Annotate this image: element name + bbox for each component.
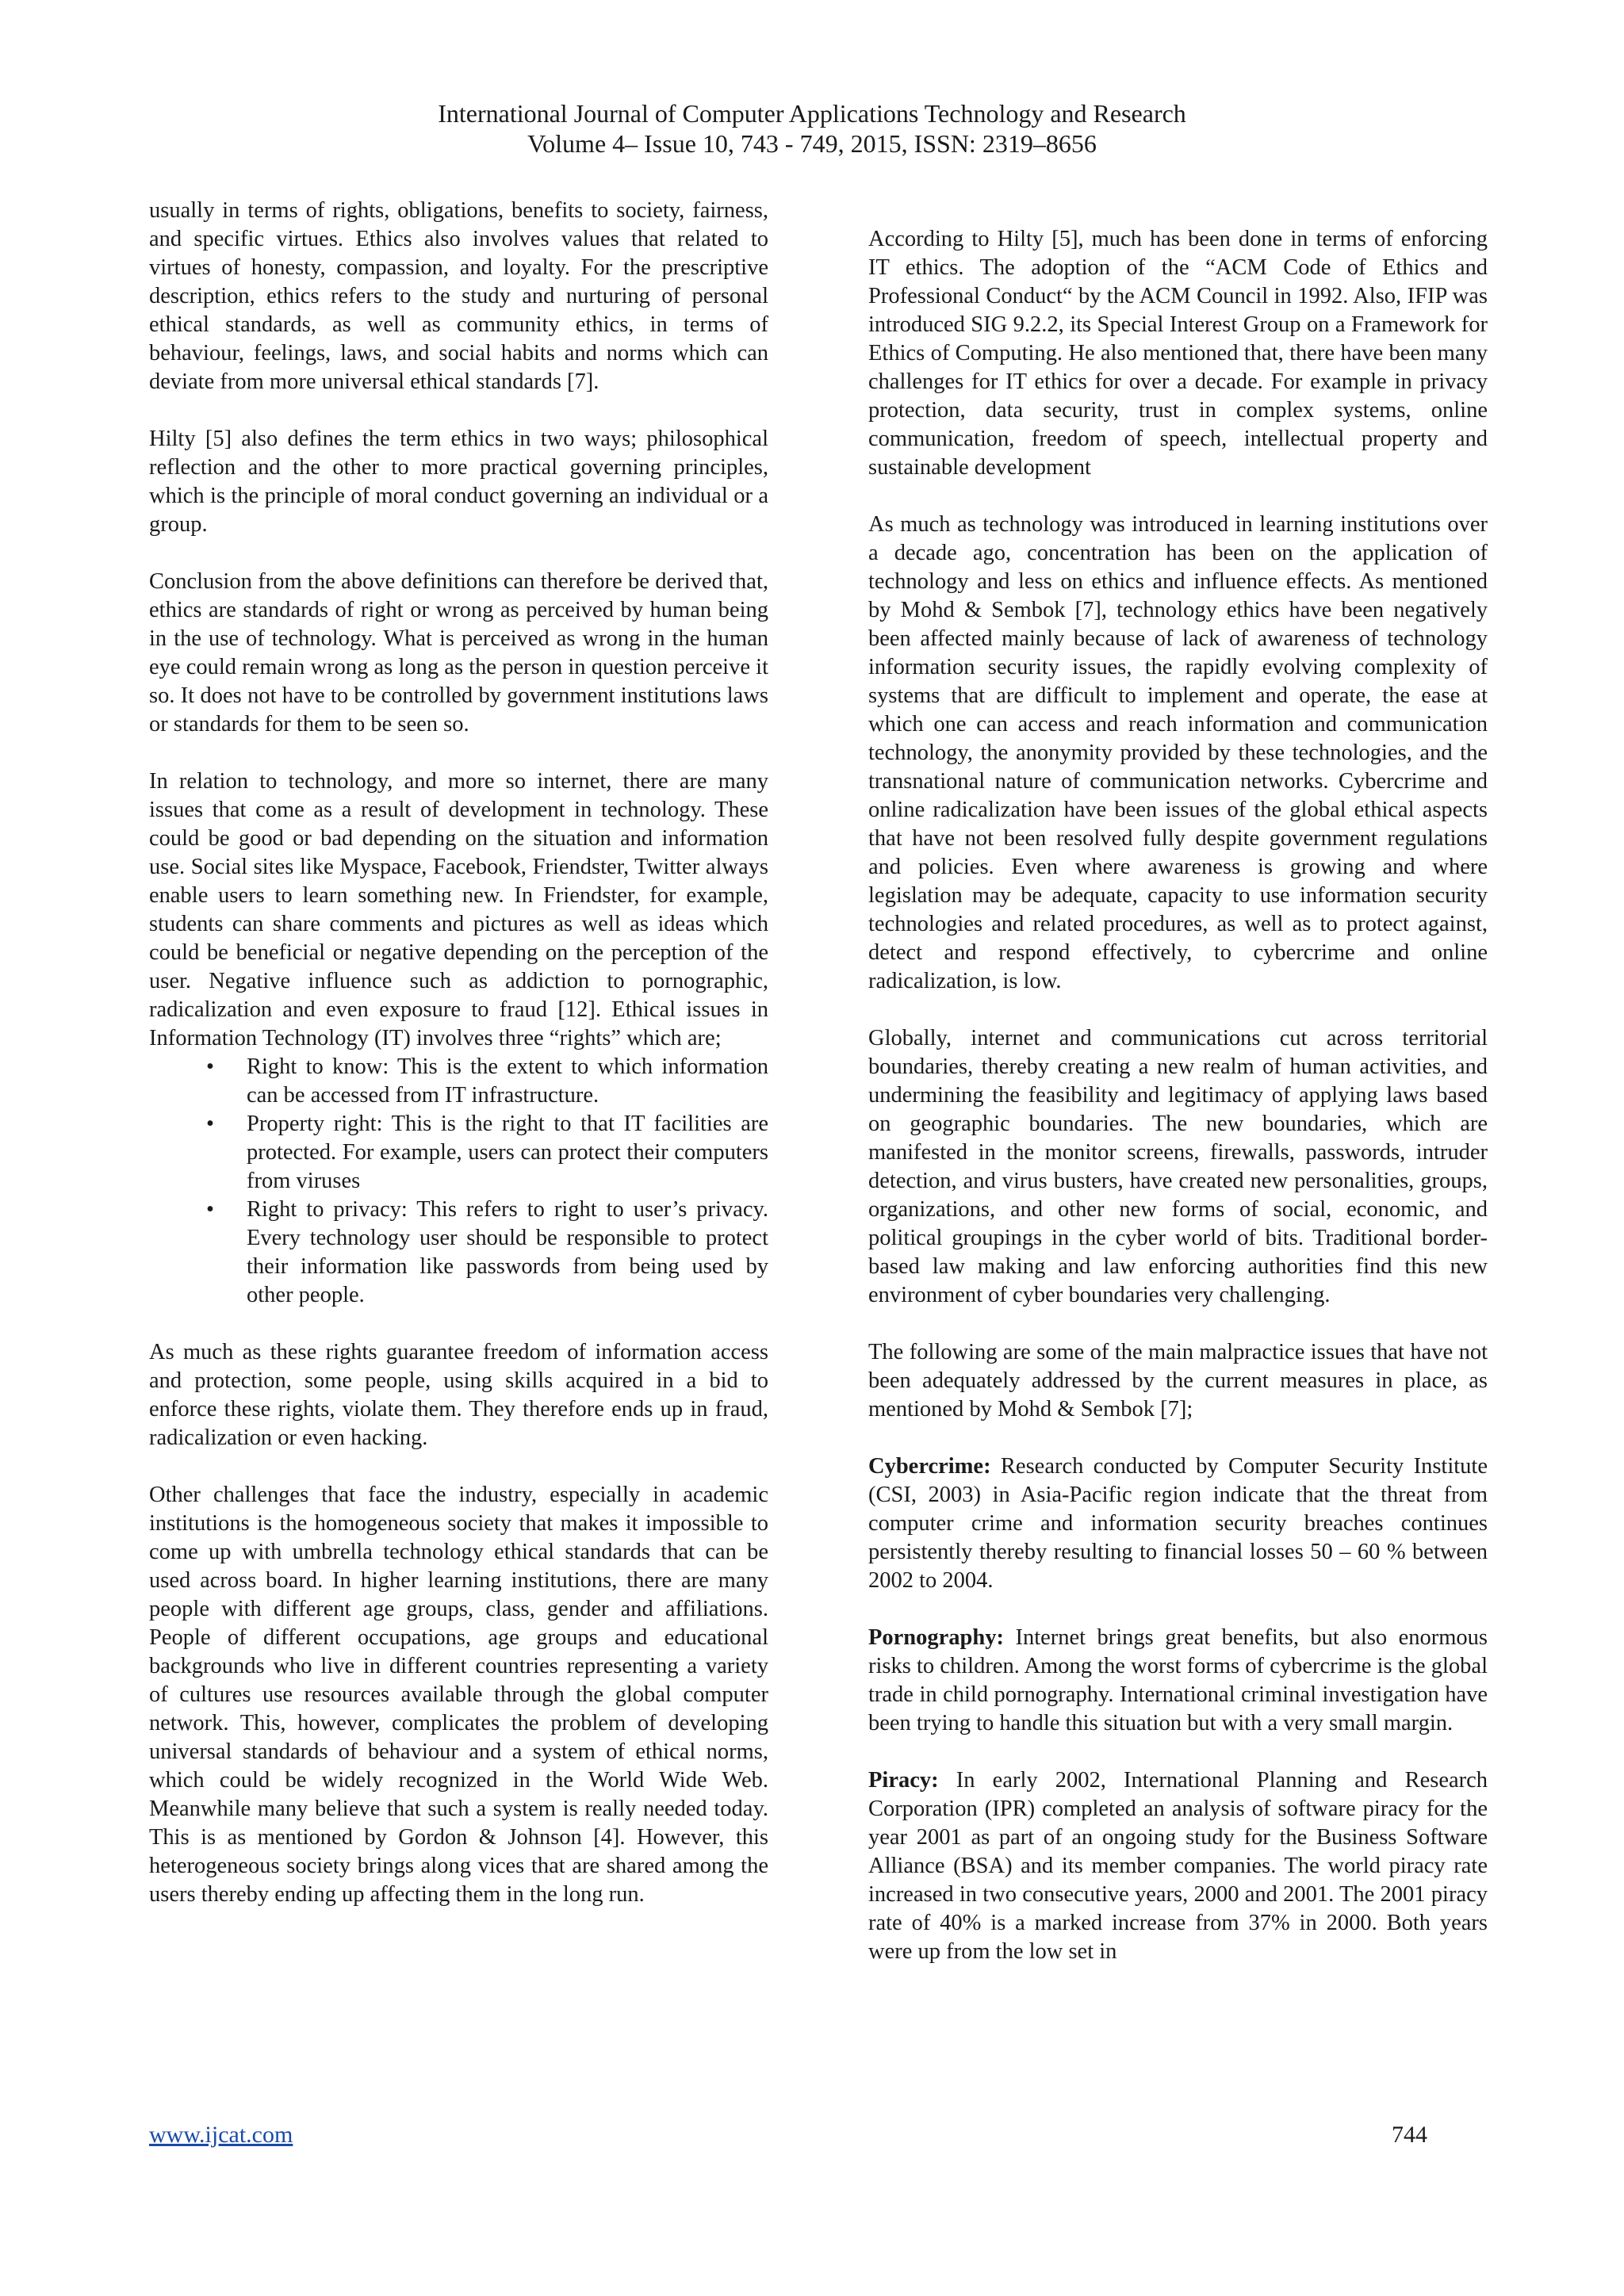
cybercrime-paragraph [868,1452,1488,1595]
right-column [868,225,1488,1995]
paragraph: Conclusion from the above definitions can therefore be derived that, ethics are standards of right or wrong as perceived by human being in the use of technology. What is perceived as wrong in the human eye could remain wrong as long as the person in question perceive it so. It does not have to be controlled by government institutions laws or standards for them to be seen so. [149,569,768,737]
volume-line: Volume 4– Issue 10, 743 - 749, 2015, ISSN: 2319–8656 [527,129,1097,158]
list-item-text: Right to privacy: This refers to right to user’s privacy. Every technology user should be responsible to protect their information like passwords from being used by other people. [247,1197,768,1307]
term-text: In early 2002, International Planning and Research Corporation (IPR) completed an analysis of software piracy for the year 2001 as part of an ongoing study for the Business Software Alliance (BSA) and its member companies. The world piracy rate increased in two consecutive years, 2000 and 2001. The 2001 piracy rate of 40% is a marked increase from 37% in 2000. Both years were up from the low set in [868,1768,1488,1964]
list-item-text: Property right: This is the right to that IT facilities are protected. For example, users can protect their computers from viruses [247,1112,768,1193]
page-number: 744 [1392,2122,1427,2148]
list-item [149,1053,768,1110]
paragraph: As much as these rights guarantee freedom of information access and protection, some people, using skills acquired in a bid to enforce these rights, violate them. They therefore ends up in fraud, radicalization or even hacking. [149,1340,768,1450]
journal-title: International Journal of Computer Applications Technology and Research [438,99,1186,128]
bullet-icon: • [206,1112,214,1136]
paragraph: usually in terms of rights, obligations, benefits to society, fairness, and specific virtues. Ethics also involves values that related to virtues of honesty, compassion, and loyalty. For the prescriptive description, ethics refers to the study and nurturing of personal ethical standards, as well as community ethics, in terms of behaviour, feelings, laws, and social habits and norms which can deviate from more universal ethical standards [7]. [149,198,768,394]
term-heading: Pornography: [868,1625,1004,1650]
rights-list [149,1053,768,1310]
left-column [149,197,768,1938]
paragraph: Hilty [5] also defines the term ethics in two ways; philosophical reflection and the other to more practical governing principles, which is the principle of moral conduct governing an individual or a group. [149,427,768,537]
paragraph: Other challenges that face the industry, especially in academic institutions is the homogeneous society that makes it impossible to come up with umbrella technology ethical standards that can be used across board. In higher learning institutions, there are many people with different age groups, class, gender and affiliations. People of different occupations, age groups and educational backgrounds who live in different countries representing a variety of cultures use resources available through the global computer network. This, however, complicates the problem of developing universal standards of behaviour and a system of ethical norms, which could be widely recognized in the World Wide Web. Meanwhile many believe that such a system is really needed today. This is as mentioned by Gordon & Johnson [4]. However, this heterogeneous society brings along vices that are shared among the users thereby ending up affecting them in the long run. [149,1483,768,1907]
running-header [0,98,1624,159]
paragraph: The following are some of the main malpractice issues that have not been adequately addressed by the current measures in place, as mentioned by Mohd & Sembok [7]; [868,1340,1488,1422]
paragraph: In relation to technology, and more so internet, there are many issues that come as a result of development in technology. These could be good or bad depending on the situation and information use. Social sites like Myspace, Facebook, Friendster, Twitter always enable users to learn something new. In Friendster, for example, students can share comments and pictures as well as ideas which could be beneficial or negative depending on the perception of the user. Negative influence such as addiction to pornographic, radicalization and even exposure to fraud [12]. Ethical issues in Information Technology (IT) involves three “rights” which are; [149,769,768,1050]
list-item [149,1196,768,1310]
website-link[interactable]: www.ijcat.com [149,2122,293,2148]
term-text: Research conducted by Computer Security Institute (CSI, 2003) in Asia-Pacific region indicate that the threat from computer crime and information security breaches continues persistently thereby resulting to financial losses 50 – 60 % between 2002 to 2004. [868,1454,1488,1593]
paragraph: As much as technology was introduced in learning institutions over a decade ago, concentration has been on the application of technology and less on ethics and influence effects. As mentioned by Mohd & Sembok [7], technology ethics have been negatively been affected mainly because of lack of awareness of technology information security issues, the rapidly evolving complexity of systems that are difficult to implement and operate, the ease at which one can access and reach information and communication technology, the anonymity provided by these technologies, and the transnational nature of communication networks. Cybercrime and online radicalization have been issues of the global ethical aspects that have not been resolved fully despite government regulations and policies. Even where awareness is growing and where legislation may be adequate, capacity to use information security technologies and related procedures, as well as to protect against, detect and respond effectively, to cybercrime and online radicalization, is low. [868,512,1488,993]
bullet-icon: • [206,1197,214,1222]
list-item [149,1110,768,1196]
pornography-paragraph [868,1624,1488,1738]
term-heading: Piracy: [868,1768,939,1793]
paragraph: Globally, internet and communications cut across territorial boundaries, thereby creating a new realm of human activities, and undermining the feasibility and legitimacy of applying laws based on geographic boundaries. The new boundaries, which are manifested in the monitor screens, firewalls, passwords, intruder detection, and virus busters, have created new personalities, groups, organizations, and other new forms of social, economic, and political groupings in the cyber world of bits. Traditional border-based law making and law enforcing authorities find this new environment of cyber boundaries very challenging. [868,1026,1488,1307]
list-item-text: Right to know: This is the extent to which information can be accessed from IT infrastructure. [247,1054,768,1108]
term-heading: Cybercrime: [868,1454,991,1479]
bullet-icon: • [206,1054,214,1079]
term-text: Internet brings great benefits, but also enormous risks to children. Among the worst forms of cybercrime is the global trade in child pornography. International criminal investigation have been trying to handle this situation but with a very small margin. [868,1625,1488,1735]
piracy-paragraph [868,1766,1488,1966]
paragraph: According to Hilty [5], much has been done in terms of enforcing IT ethics. The adoption of the “ACM Code of Ethics and Professional Conduct“ by the ACM Council in 1992. Also, IFIP was introduced SIG 9.2.2, its Special Interest Group on a Framework for Ethics of Computing. He also mentioned that, there have been many challenges for IT ethics for over a decade. For example in privacy protection, data security, trust in complex systems, online communication, freedom of speech, intellectual property and sustainable development [868,227,1488,480]
